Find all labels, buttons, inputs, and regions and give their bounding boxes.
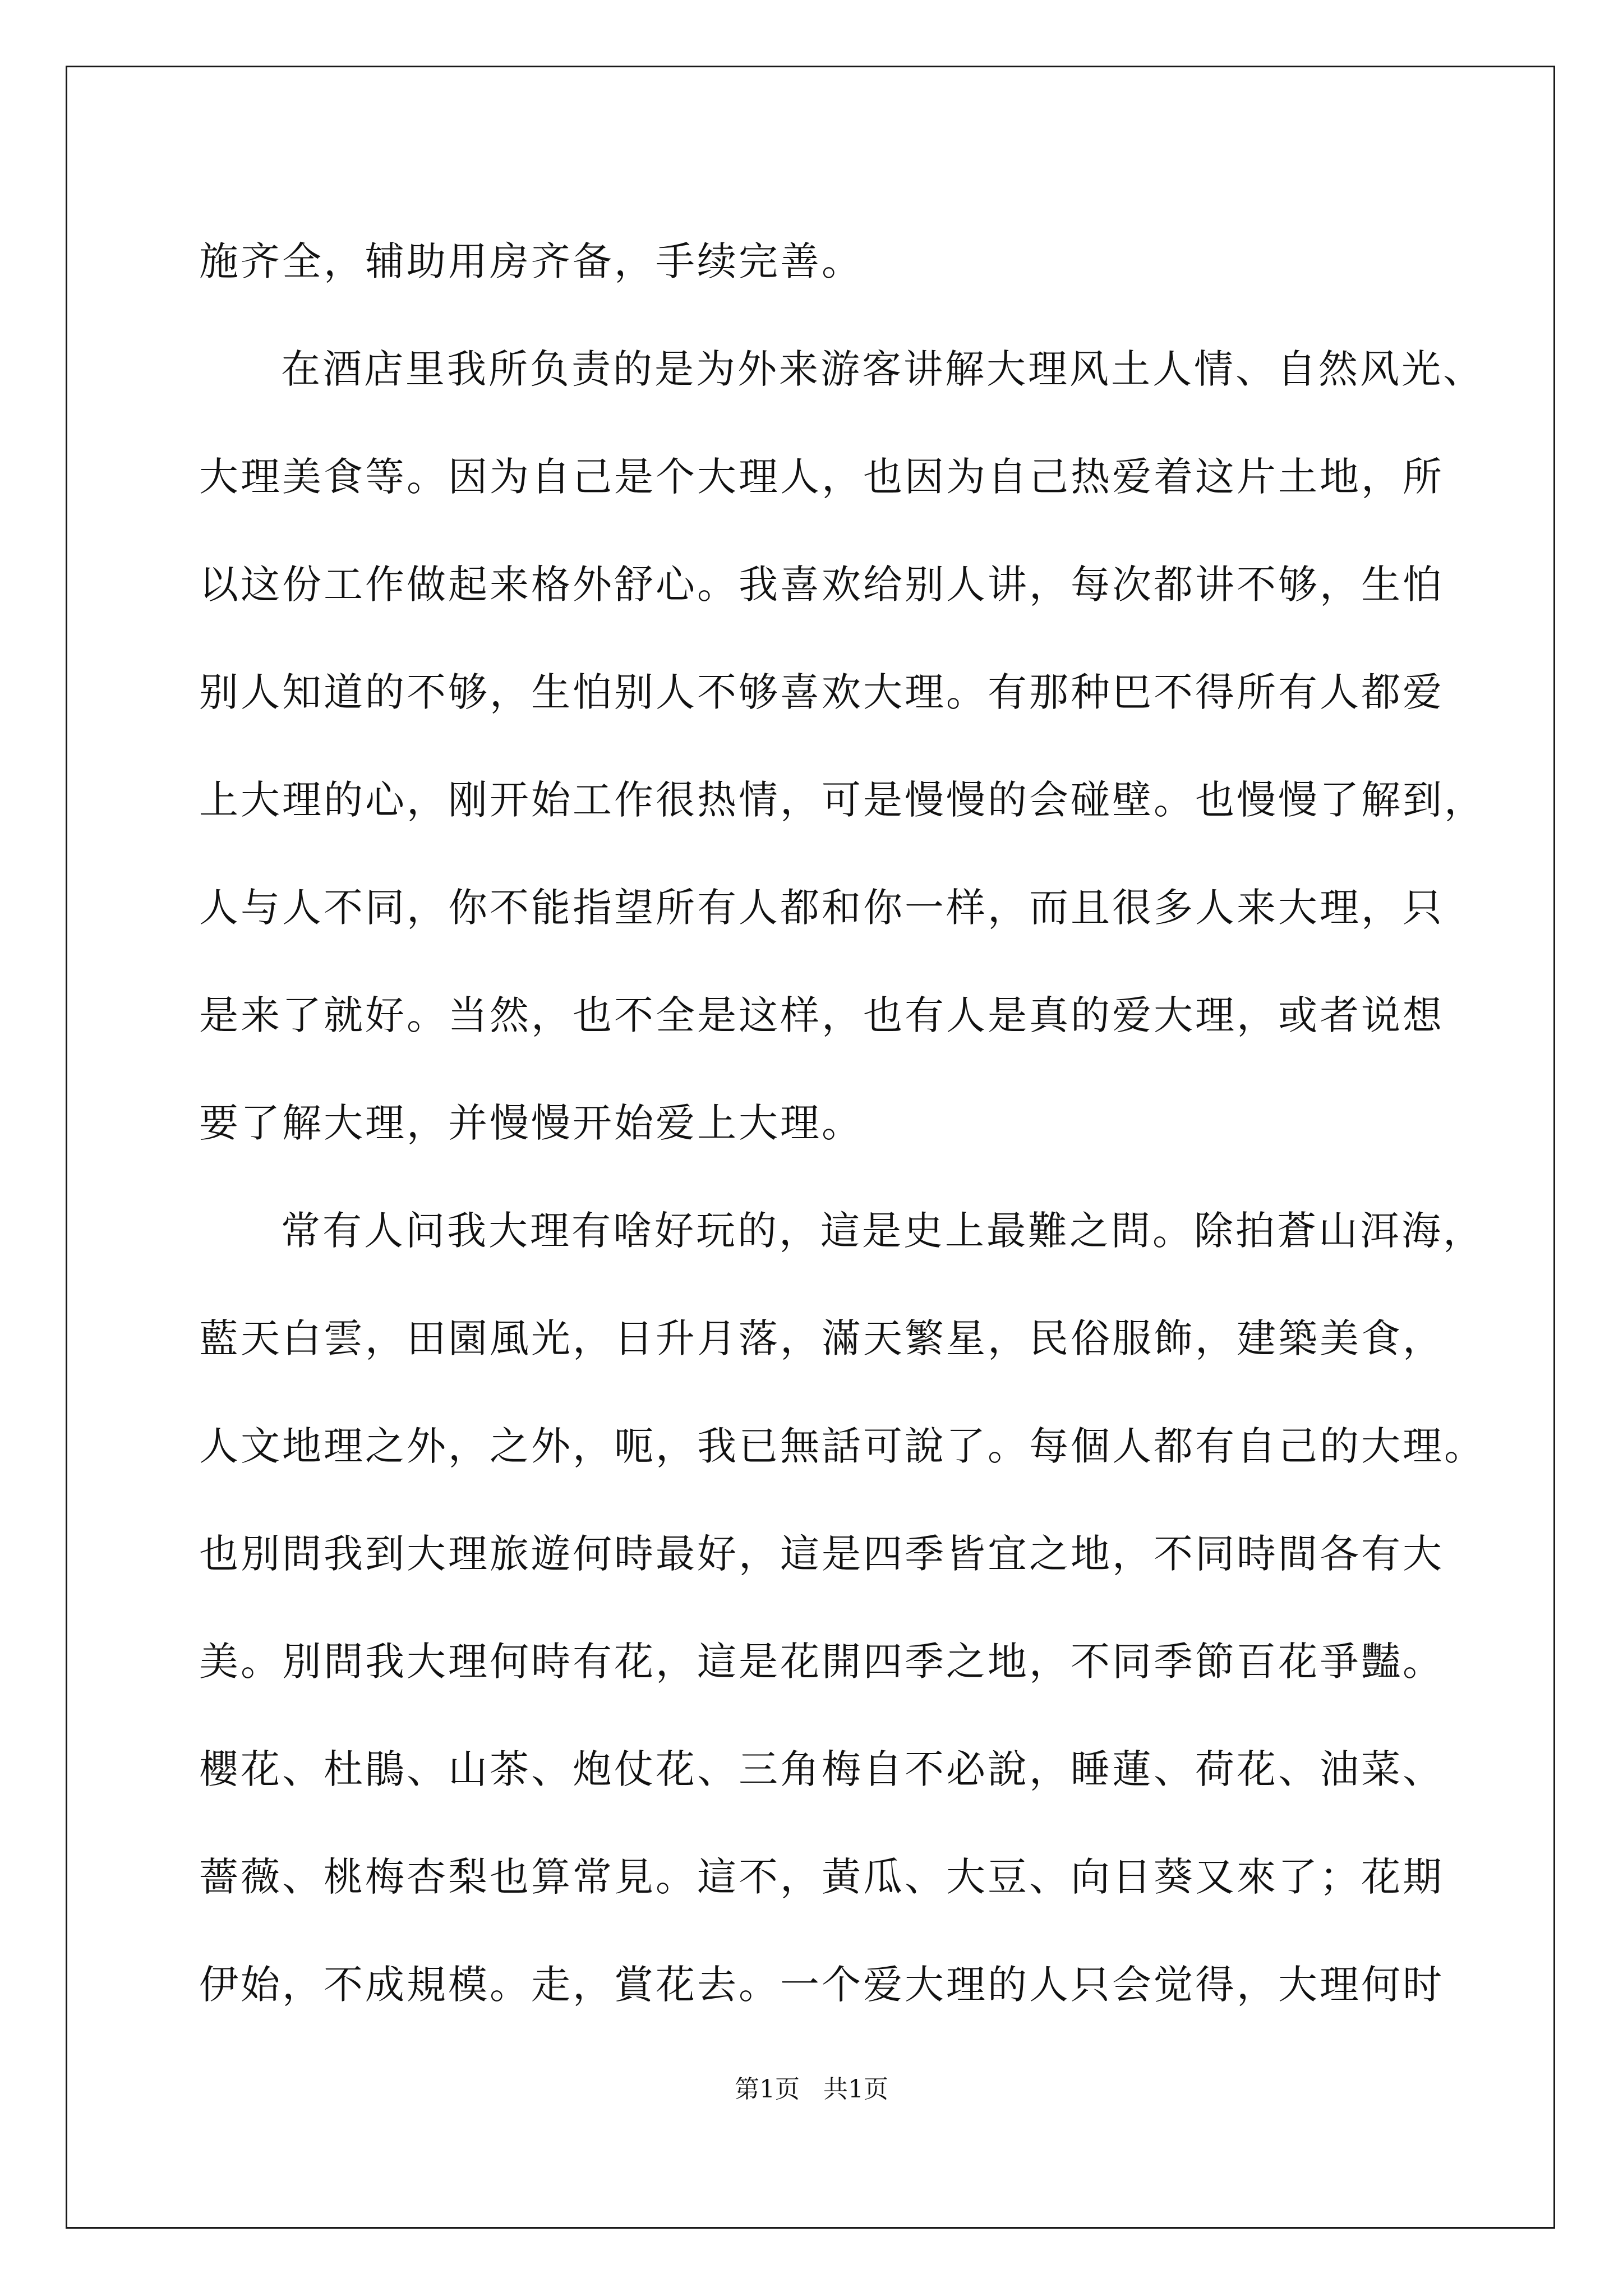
text-line: 以这份工作做起来格外舒心。我喜欢给别人讲，每次都讲不够，生怕 (199, 562, 1444, 608)
text-line: 也別問我到大理旅遊何時最好，這是四季皆宜之地，不同時間各有大 (199, 1531, 1444, 1577)
text-line: 施齐全，辅助用房齐备，手续完善。 (199, 238, 863, 284)
text-line: 藍天白雲，田園風光，日升月落，滿天繁星，民俗服飾，建築美食， (199, 1315, 1444, 1361)
text-line: 人文地理之外，之外，呃，我已無話可說了。每個人都有自己的大理。 (199, 1423, 1486, 1469)
page-counter: 第1页 共1页 (735, 2075, 888, 2104)
text-line: 在酒店里我所负责的是为外来游客讲解大理风土人情、自然风光、 (281, 346, 1484, 392)
text-line: 伊始，不成規模。走，賞花去。一个爱大理的人只会觉得，大理何时 (199, 1962, 1444, 2008)
text-line: 常有人问我大理有啥好玩的，這是史上最難之問。除拍蒼山洱海， (281, 1208, 1484, 1254)
text-line: 别人知道的不够，生怕别人不够喜欢大理。有那种巴不得所有人都爱 (199, 669, 1444, 715)
text-line: 大理美食等。因为自己是个大理人，也因为自己热爱着这片土地，所 (199, 454, 1444, 500)
text-line: 上大理的心，刚开始工作很热情，可是慢慢的会碰壁。也慢慢了解到， (199, 777, 1486, 823)
text-line: 人与人不同，你不能指望所有人都和你一样，而且很多人来大理，只 (199, 885, 1444, 931)
text-line: 櫻花、杜鵑、山茶、炮仗花、三角梅自不必說，睡蓮、荷花、油菜、 (199, 1746, 1444, 1792)
document-body (199, 208, 1486, 2039)
text-line: 要了解大理，并慢慢开始爱上大理。 (199, 1100, 863, 1146)
text-line: 美。別問我大理何時有花，這是花開四季之地，不同季節百花爭豔。 (199, 1639, 1444, 1685)
text-line: 薔薇、桃梅杏梨也算常見。這不，黃瓜、大豆、向日葵又來了；花期 (199, 1854, 1444, 1900)
text-line: 是来了就好。当然，也不全是这样，也有人是真的爱大理，或者说想 (199, 992, 1444, 1038)
